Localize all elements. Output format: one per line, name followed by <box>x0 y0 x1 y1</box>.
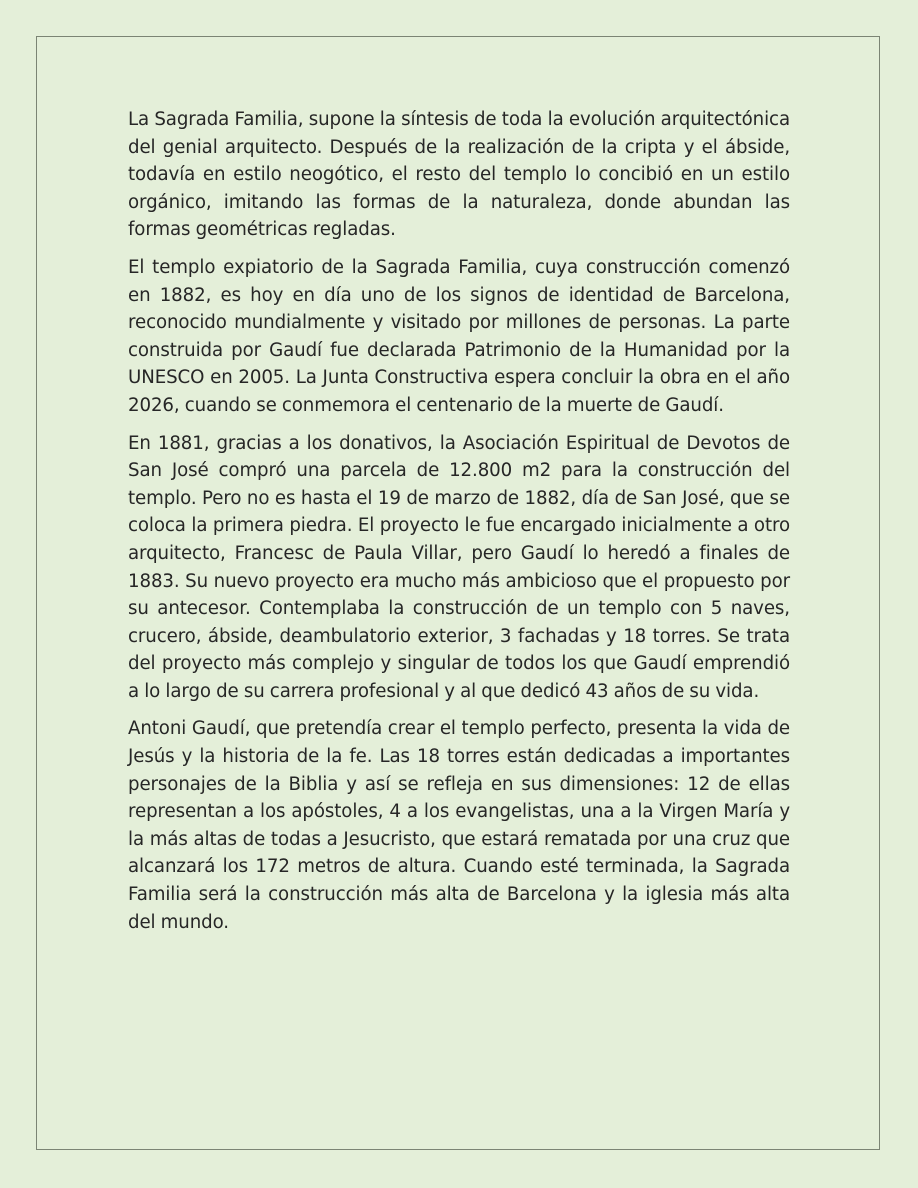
paragraph-3: En 1881, gracias a los donativos, la Asociación Espiritual de Devotos de San José compró una parcela de 12.800 m2 para la construcción del templo. Pero no es hasta el 19 de marzo de 1882, día de San José, que se coloca la primera piedra. El proyecto le fue encargado inicialmente a otro arquitecto, Francesc de Paula Villar, pero Gaudí lo heredó a finales de 1883. Su nuevo proyecto era mucho más ambicioso que el propuesto por su antecesor. Contemplaba la construcción de un templo con 5 naves, crucero, ábside, deambulatorio exterior, 3 fachadas y 18 torres. Se trata del proyecto más complejo y singular de todos los que Gaudí emprendió a lo largo de su carrera profesional y al que dedicó 43 años de su vida. <box>128 432 790 702</box>
paragraph-1: La Sagrada Familia, supone la síntesis de toda la evolución arquitectónica del genial arquitecto. Después de la realización de la cripta y el ábside, todavía en estilo neogótico, el resto del templo lo concibió en un estilo orgánico, imitando las formas de la naturaleza, donde abundan las formas geométricas regladas. <box>128 109 790 241</box>
paragraph-4: Antoni Gaudí, que pretendía crear el templo perfecto, presenta la vida de Jesús y la historia de la fe. Las 18 torres están dedicadas a importantes personajes de la Biblia y así se refleja en sus dimensiones: 12 de ellas representan a los apóstoles, 4 a los evangelistas, una a la Virgen María y la más altas de todas a Jesucristo, que estará rematada por una cruz que alcanzará los 172 metros de altura. Cuando esté terminada, la Sagrada Familia será la construcción más alta de Barcelona y la iglesia más alta del mundo. <box>128 718 790 933</box>
document-body <box>128 106 790 946</box>
paragraph-2: El templo expiatorio de la Sagrada Familia, cuya construcción comenzó en 1882, es hoy en día uno de los signos de identidad de Barcelona, reconocido mundialmente y visitado por millones de personas. La parte construida por Gaudí fue declarada Patrimonio de la Humanidad por la UNESCO en 2005. La Junta Constructiva espera concluir la obra en el año 2026, cuando se conmemora el centenario de la muerte de Gaudí. <box>128 256 790 416</box>
